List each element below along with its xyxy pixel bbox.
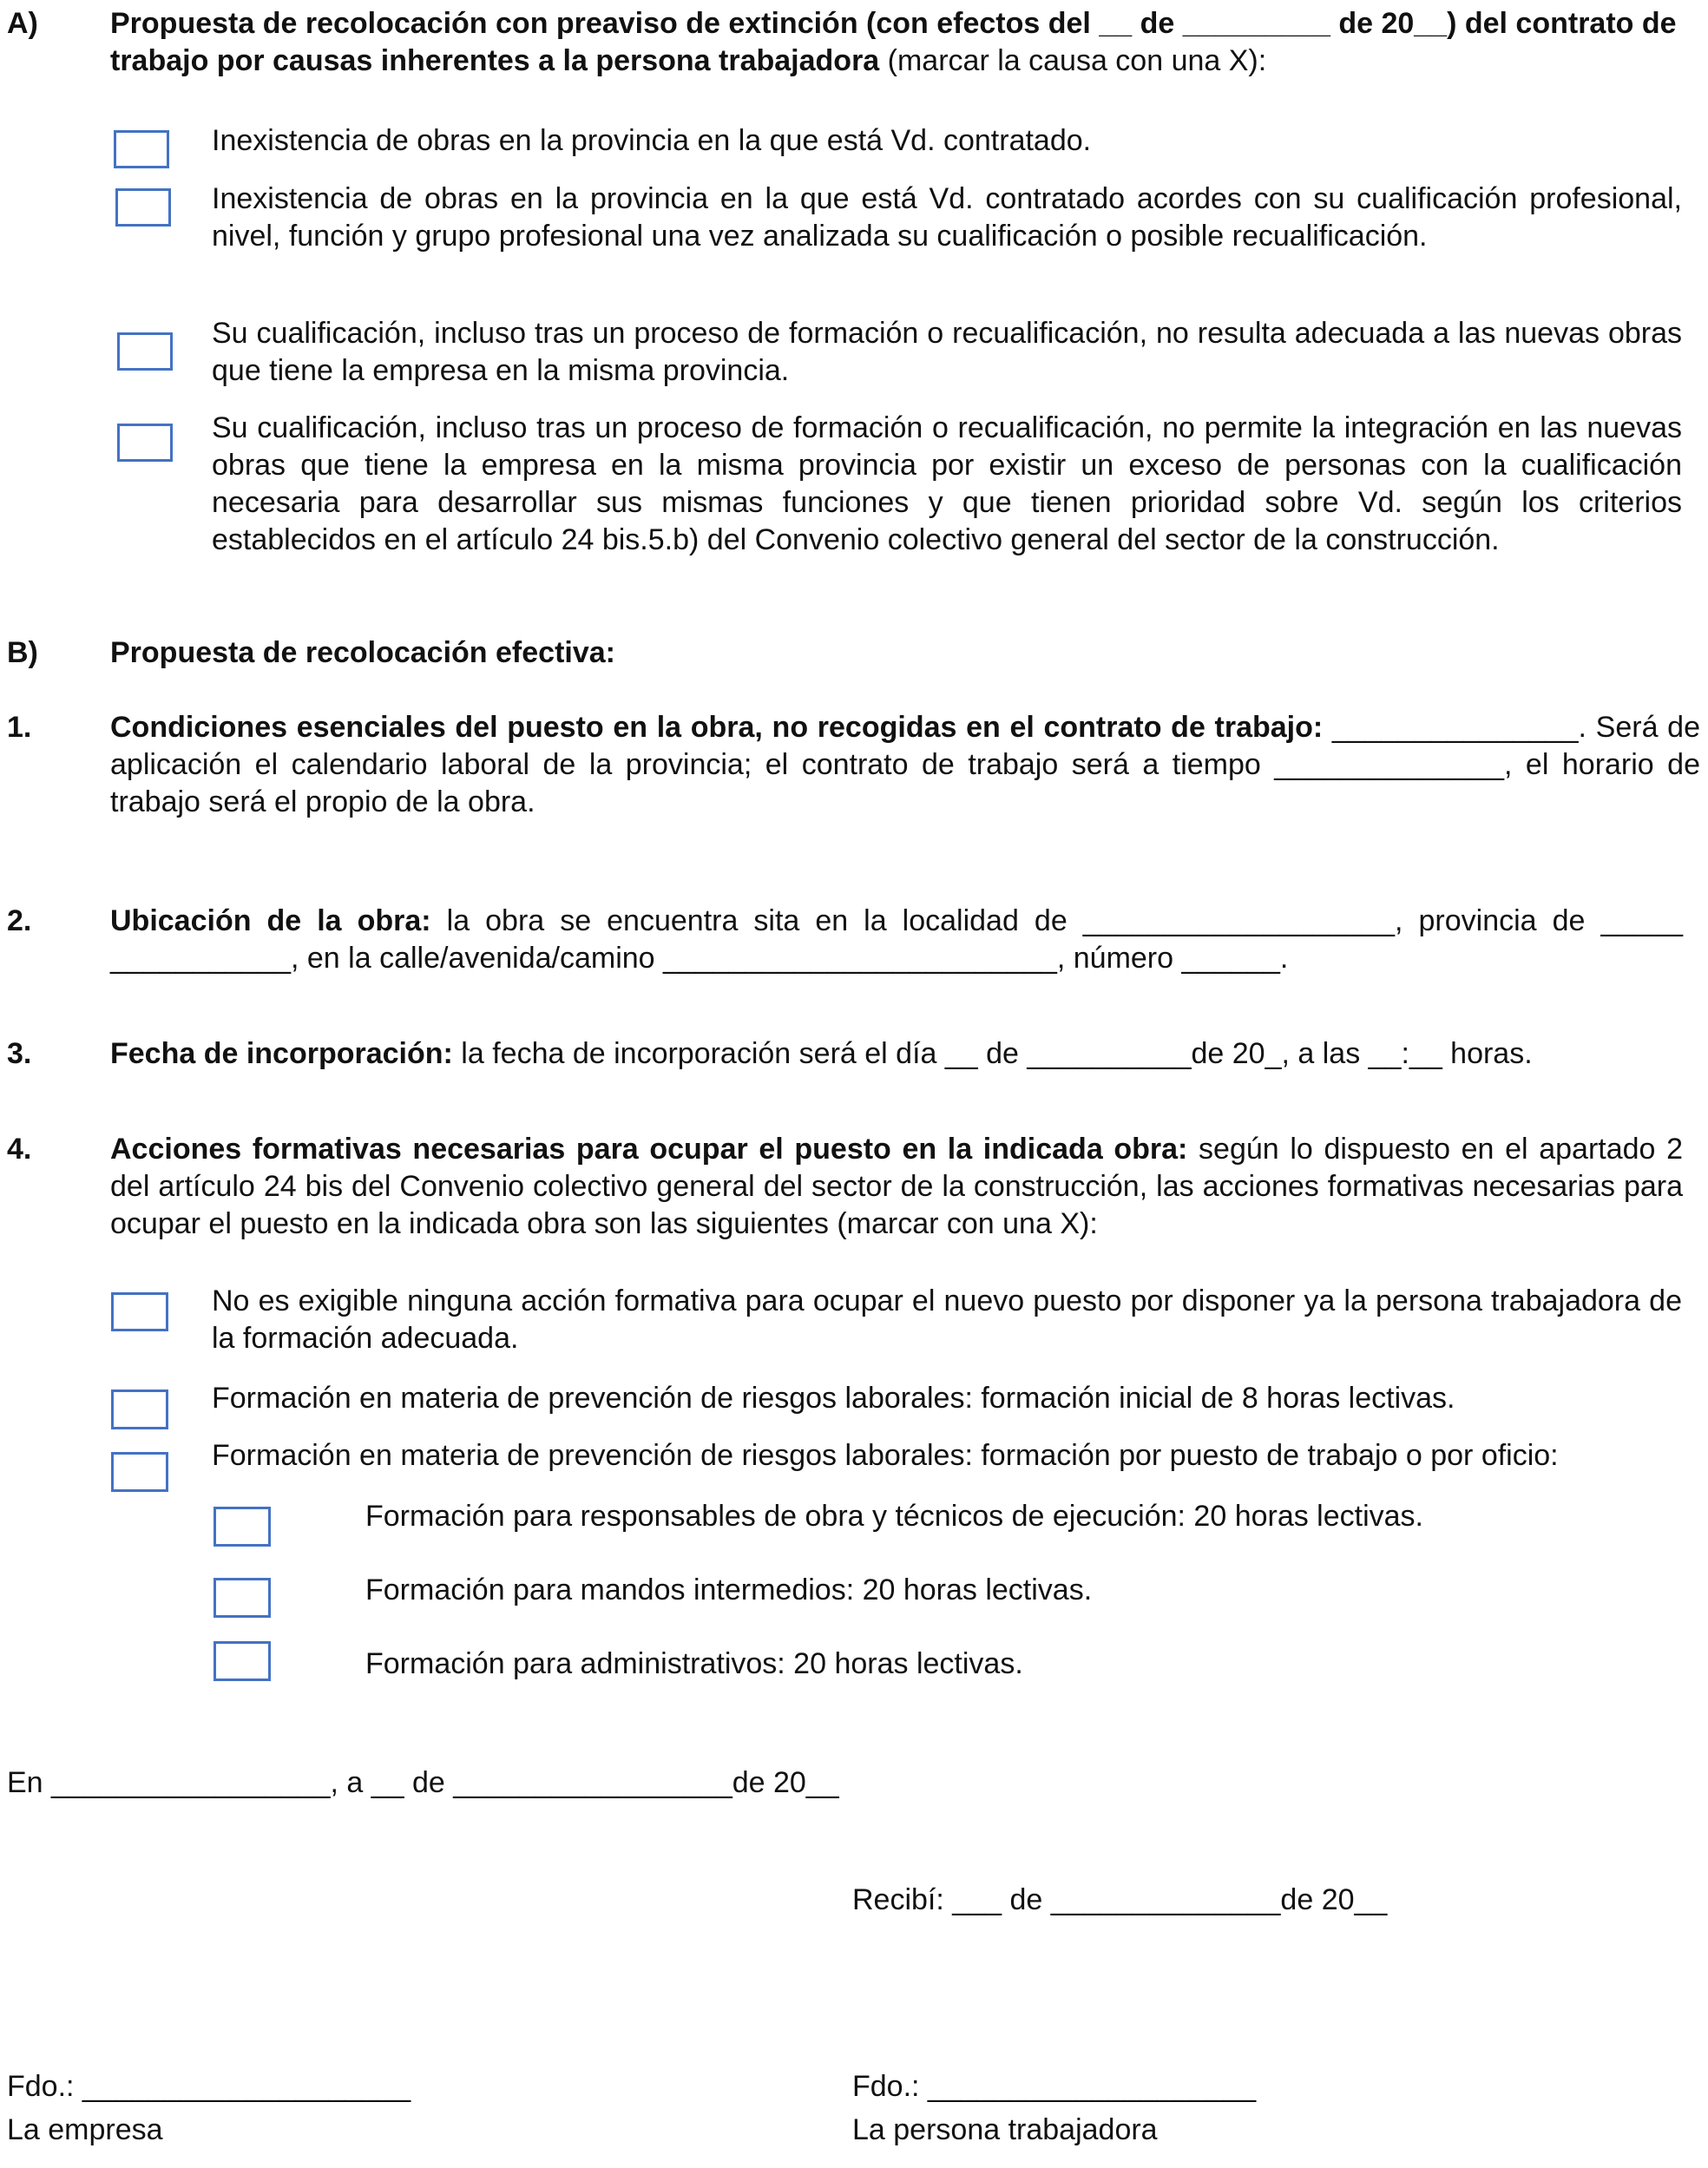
item-2-rest: la obra se encuentra sita en la localidad de ___________________, provincia de _____ ___________, en la calle/avenida/camino ________________________, número ______. <box>110 904 1683 975</box>
item-2-number: 2. <box>7 904 32 937</box>
item-4-text <box>110 1131 1683 1243</box>
item-4-rest: según lo dispuesto en el apartado 2 del artículo 24 bis del Convenio colectivo general del sector de la construcción, las acciones formativas necesarias para ocupar el puesto en la indicada obra son las siguientes (marcar con una X): <box>110 1133 1684 1240</box>
item-1-rest: _______________. Será de aplicación el calendario laboral de la provincia; el contrato de trabajo será a tiempo ______________, el horario de trabajo será el propio de la obra. <box>110 711 1700 818</box>
item-4-number: 4. <box>7 1133 32 1166</box>
checkbox-training-sub-2[interactable] <box>214 1578 271 1618</box>
cause-option-3: Su cualificación, incluso tras un proceso de formación o recualificación, no resulta adecuada a las nuevas obras que tiene la empresa en la misma provincia. <box>212 317 1682 387</box>
item-2-bold: Ubicación de la obra: <box>110 904 431 937</box>
training-option-1: No es exigible ninguna acción formativa para ocupar el nuevo puesto por disponer ya la persona trabajadora de la formación adecuada. <box>212 1284 1682 1355</box>
training-option-3: Formación en materia de prevención de riesgos laborales: formación por puesto de trabajo o por oficio: <box>212 1439 1559 1472</box>
checkbox-cause-2[interactable] <box>115 188 171 227</box>
item-3-bold: Fecha de incorporación: <box>110 1037 453 1070</box>
checkbox-training-2[interactable] <box>111 1389 168 1429</box>
section-b-label: B) <box>7 636 38 669</box>
cause-option-1: Inexistencia de obras en la provincia en la que está Vd. contratado. <box>212 124 1092 157</box>
item-3-rest: la fecha de incorporación será el día __ de __________de 20_, a las __:__ horas. <box>452 1037 1533 1070</box>
cause-option-4: Su cualificación, incluso tras un proceso de formación o recualificación, no permite la integración en las nuevas obras que tiene la empresa en la misma provincia por existir un exceso de personas con la cualificación necesaria para desarrollar sus mismas funciones y que tienen prioridad sobre Vd. según los criterios establecidos en el artículo 24 bis.5.b) del Convenio colectivo general del sector de la construcción. <box>212 411 1682 556</box>
checkbox-training-3[interactable] <box>111 1452 168 1492</box>
worker-label: La persona trabajadora <box>852 2113 1158 2146</box>
checkbox-training-sub-1[interactable] <box>214 1507 271 1547</box>
section-b-heading: Propuesta de recolocación efectiva: <box>110 636 615 669</box>
worker-signature-line: Fdo.: ____________________ <box>852 2070 1257 2103</box>
place-date-line: En _________________, a __ de _________________de 20__ <box>7 1766 839 1799</box>
section-a-heading-bold: Propuesta de recolocación con preaviso de extinción (con efectos del __ de _________ de 20__) del contrato de trabajo por causas inherentes a la persona trabajadora <box>110 7 1677 77</box>
training-option-2: Formación en materia de prevención de riesgos laborales: formación inicial de 8 horas lectivas. <box>212 1382 1455 1415</box>
item-1-number: 1. <box>7 711 32 744</box>
section-a-label: A) <box>7 7 38 40</box>
checkbox-training-sub-3[interactable] <box>214 1641 271 1681</box>
section-a-heading-normal: (marcar la causa con una X): <box>879 44 1267 77</box>
training-sub-option-2: Formación para mandos intermedios: 20 horas lectivas. <box>365 1573 1093 1606</box>
checkbox-cause-1[interactable] <box>114 130 169 168</box>
training-sub-option-1: Formación para responsables de obra y técnicos de ejecución: 20 horas lectivas. <box>365 1500 1424 1533</box>
training-sub-option-3: Formación para administrativos: 20 horas lectivas. <box>365 1647 1023 1680</box>
item-1-bold: Condiciones esenciales del puesto en la obra, no recogidas en el contrato de trabajo: <box>110 711 1324 744</box>
checkbox-training-1[interactable] <box>111 1292 168 1331</box>
item-1-text <box>110 709 1700 821</box>
checkbox-cause-4[interactable] <box>117 424 173 462</box>
item-2-text <box>110 903 1683 977</box>
cause-option-2: Inexistencia de obras en la provincia en la que está Vd. contratado acordes con su cualificación profesional, nivel, función y grupo profesional una vez analizada su cualificación o posible recualificación. <box>212 182 1682 253</box>
company-label: La empresa <box>7 2113 163 2146</box>
checkbox-cause-3[interactable] <box>117 332 173 371</box>
section-a-heading <box>110 5 1700 80</box>
received-line: Recibí: ___ de ______________de 20__ <box>852 1883 1388 1916</box>
company-signature-line: Fdo.: ____________________ <box>7 2070 411 2103</box>
item-3-text <box>110 1035 1700 1073</box>
item-4-bold: Acciones formativas necesarias para ocupar el puesto en la indicada obra: <box>110 1133 1188 1166</box>
item-3-number: 3. <box>7 1037 32 1070</box>
